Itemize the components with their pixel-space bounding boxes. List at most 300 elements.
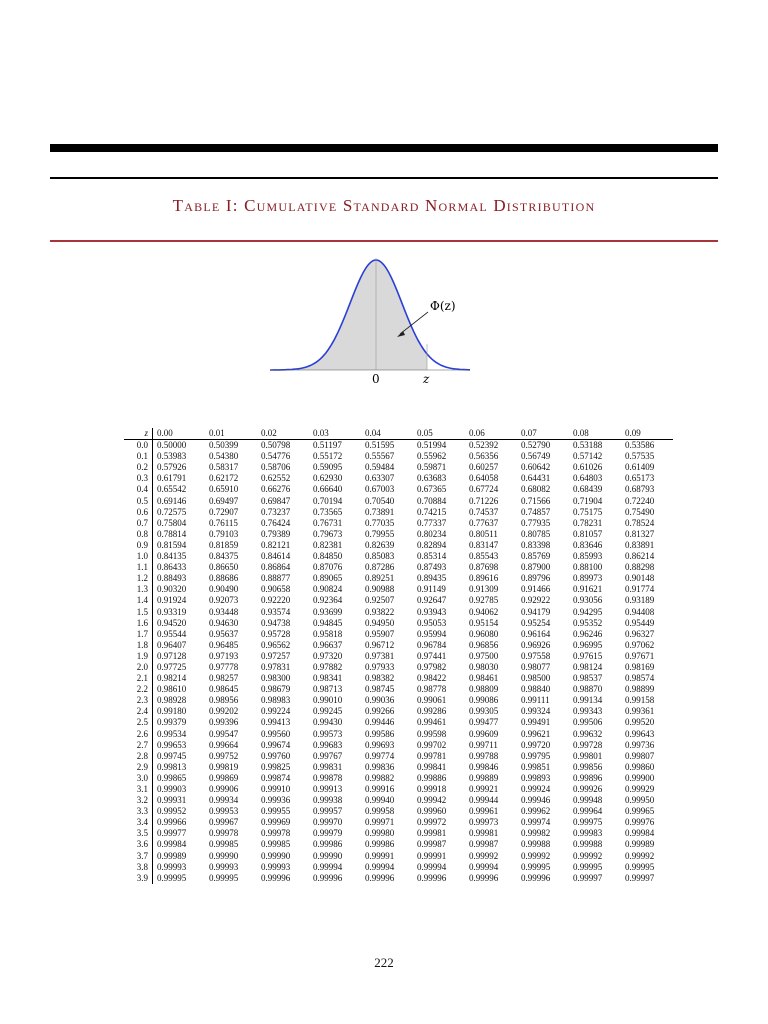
probability-cell: 0.95254 [521,617,551,628]
probability-cell: 0.99952 [157,806,187,817]
probability-cell: 0.98169 [625,661,655,672]
probability-cell: 0.99134 [573,695,603,706]
probability-cell: 0.99586 [365,728,395,739]
table-row [124,573,673,584]
probability-cell: 0.99086 [469,695,499,706]
probability-cell: 0.88493 [157,573,187,584]
probability-cell: 0.99970 [313,817,343,828]
column-header: 0.04 [361,428,413,440]
probability-cell: 0.99036 [365,695,395,706]
probability-cell: 0.99916 [365,784,395,794]
column-header: 0.01 [205,428,257,440]
probability-cell: 0.98124 [573,661,603,672]
probability-cell: 0.99978 [261,828,291,839]
probability-cell: 0.74857 [521,506,551,517]
table-title: Table I: Cumulative Standard Normal Distribution [172,196,596,215]
probability-cell: 0.99962 [521,806,551,817]
probability-cell: 0.93056 [573,595,603,606]
probability-cell: 0.90658 [261,584,291,595]
probability-cell: 0.69847 [261,495,291,506]
probability-cell: 0.84135 [157,551,187,562]
probability-cell: 0.68793 [625,484,655,495]
probability-cell: 0.54380 [209,451,239,462]
probability-cell: 0.99819 [209,761,239,772]
probability-cell: 0.68082 [521,484,551,495]
z-table [124,428,673,884]
probability-cell: 0.99995 [573,861,603,872]
probability-cell: 0.87493 [417,562,447,573]
probability-cell: 0.98610 [157,684,187,695]
probability-cell: 0.97933 [365,661,395,672]
probability-cell: 0.99573 [313,728,343,739]
column-header: 0.06 [465,428,517,440]
probability-cell: 0.99973 [469,817,499,828]
probability-cell: 0.99882 [365,772,395,783]
probability-cell: 0.90320 [157,584,187,595]
z-value-cell: 1.3 [124,584,153,595]
probability-cell: 0.97615 [573,650,603,661]
probability-cell: 0.99061 [417,695,447,706]
probability-cell: 0.99986 [365,839,395,850]
probability-cell: 0.99993 [157,861,187,872]
probability-cell: 0.82121 [261,539,291,550]
probability-cell: 0.98778 [417,684,447,695]
probability-cell: 0.98809 [469,684,499,695]
probability-cell: 0.99967 [209,817,239,828]
probability-cell: 0.84375 [209,551,239,562]
probability-cell: 0.99987 [417,839,447,850]
probability-cell: 0.99929 [625,784,655,794]
probability-cell: 0.75804 [157,517,187,528]
probability-cell: 0.99985 [261,839,291,850]
probability-cell: 0.92922 [521,595,551,606]
probability-cell: 0.76115 [209,517,238,528]
probability-cell: 0.97128 [157,650,187,661]
probability-cell: 0.99869 [209,772,239,783]
probability-cell: 0.98840 [521,684,551,695]
z-value-cell: 1.4 [124,595,153,606]
probability-cell: 0.55962 [417,451,447,462]
probability-cell: 0.98422 [417,673,447,684]
probability-cell: 0.78524 [625,517,655,528]
probability-cell: 0.91466 [521,584,551,595]
probability-cell: 0.98713 [313,684,343,695]
table-row [124,662,673,673]
probability-cell: 0.99996 [469,872,499,883]
probability-cell: 0.98461 [469,673,499,684]
probability-cell: 0.99865 [157,772,187,783]
probability-cell: 0.99976 [625,817,655,828]
probability-cell: 0.95728 [261,628,291,639]
probability-cell: 0.89251 [365,573,395,584]
z-value-cell: 3.6 [124,839,153,850]
probability-cell: 0.98928 [157,695,187,706]
probability-cell: 0.62552 [261,473,291,484]
table-row [124,862,673,873]
table-row [124,795,673,806]
probability-cell: 0.99989 [625,839,655,850]
probability-cell: 0.92785 [469,595,499,606]
probability-cell: 0.98500 [521,673,551,684]
table-row [124,773,673,784]
probability-cell: 0.67365 [417,484,447,495]
probability-cell: 0.90824 [313,584,343,595]
table-row [124,740,673,751]
probability-cell: 0.99158 [625,695,655,706]
probability-cell: 0.80511 [469,528,498,539]
probability-cell: 0.99940 [365,795,395,806]
table-row [124,839,673,850]
probability-cell: 0.99111 [521,695,550,706]
probability-cell: 0.96784 [417,639,447,650]
probability-cell: 0.93448 [209,606,239,617]
probability-cell: 0.97062 [625,639,655,650]
probability-cell: 0.87698 [469,562,499,573]
probability-cell: 0.92220 [261,595,291,606]
probability-cell: 0.61791 [157,473,187,484]
table-row [124,507,673,518]
probability-cell: 0.99788 [469,750,499,761]
probability-cell: 0.89796 [521,573,551,584]
probability-cell: 0.99971 [365,817,395,828]
probability-cell: 0.99966 [157,817,187,828]
column-header: 0.07 [517,428,569,440]
probability-cell: 0.97441 [417,650,447,661]
probability-cell: 0.94738 [261,617,291,628]
probability-cell: 0.99878 [313,772,343,783]
probability-cell: 0.81327 [625,528,655,539]
probability-cell: 0.65910 [209,484,239,495]
probability-cell: 0.85769 [521,551,551,562]
probability-cell: 0.82894 [417,539,447,550]
z-value-cell: 3.1 [124,784,153,795]
table-header-row [124,428,673,440]
probability-cell: 0.99992 [625,850,655,861]
table-row [124,440,673,452]
probability-cell: 0.98537 [573,673,603,684]
probability-cell: 0.99266 [365,706,395,717]
probability-cell: 0.99632 [573,728,603,739]
probability-cell: 0.89973 [573,573,603,584]
shaded-area [270,260,427,370]
probability-cell: 0.59871 [417,462,447,473]
probability-cell: 0.99924 [521,784,551,794]
probability-cell: 0.95352 [573,617,603,628]
probability-cell: 0.99728 [573,739,603,750]
probability-cell: 0.99446 [365,717,395,728]
probability-cell: 0.70540 [365,495,395,506]
probability-cell: 0.99934 [209,795,239,806]
table-row [124,518,673,529]
probability-cell: 0.57926 [157,462,187,473]
probability-cell: 0.72240 [625,495,655,506]
table-row [124,784,673,795]
probability-cell: 0.98870 [573,684,603,695]
probability-cell: 0.99987 [469,839,499,850]
table-row [124,496,673,507]
probability-cell: 0.64431 [521,473,551,484]
probability-cell: 0.99990 [261,850,291,861]
probability-cell: 0.56356 [469,451,499,462]
probability-cell: 0.88686 [209,573,239,584]
probability-cell: 0.66640 [313,484,343,495]
probability-cell: 0.50399 [209,440,239,451]
probability-cell: 0.98300 [261,673,291,684]
probability-cell: 0.93943 [417,606,447,617]
probability-cell: 0.65542 [157,484,187,495]
probability-cell: 0.99774 [365,750,395,761]
probability-cell: 0.99807 [625,750,655,761]
table-row [124,651,673,662]
probability-cell: 0.99683 [313,739,343,750]
probability-cell: 0.99886 [417,772,447,783]
probability-cell: 0.99910 [261,784,291,794]
probability-cell: 0.68439 [573,484,603,495]
zero-label: 0 [372,372,380,386]
probability-cell: 0.99958 [365,806,395,817]
z-value-cell: 2.1 [124,673,153,684]
probability-cell: 0.99918 [417,784,447,794]
probability-cell: 0.99202 [209,706,239,717]
probability-cell: 0.93822 [365,606,395,617]
z-value-cell: 1.8 [124,640,153,651]
probability-cell: 0.99975 [573,817,603,828]
probability-cell: 0.97831 [261,661,291,672]
z-column-header: z [124,428,153,440]
probability-cell: 0.98030 [469,661,499,672]
probability-cell: 0.99856 [573,761,603,772]
probability-cell: 0.87900 [521,562,551,573]
probability-cell: 0.64803 [573,473,603,484]
probability-cell: 0.98745 [365,684,395,695]
z-value-cell: 2.6 [124,729,153,740]
probability-cell: 0.61409 [625,462,655,473]
table-row [124,673,673,684]
probability-cell: 0.95907 [365,628,395,639]
table-row [124,851,673,862]
probability-cell: 0.88877 [261,573,291,584]
probability-cell: 0.99801 [573,750,603,761]
probability-cell: 0.91149 [417,584,446,595]
probability-cell: 0.55567 [365,451,395,462]
probability-cell: 0.99846 [469,761,499,772]
probability-cell: 0.99831 [313,761,343,772]
probability-cell: 0.99896 [573,772,603,783]
probability-cell: 0.99996 [261,872,291,883]
probability-cell: 0.98679 [261,684,291,695]
probability-cell: 0.84850 [313,551,343,562]
probability-cell: 0.98574 [625,673,655,684]
probability-cell: 0.99906 [209,784,239,794]
probability-cell: 0.87076 [313,562,343,573]
probability-cell: 0.99286 [417,706,447,717]
probability-cell: 0.99893 [521,772,551,783]
probability-cell: 0.81594 [157,539,187,550]
probability-cell: 0.95154 [469,617,499,628]
z-value-cell: 1.5 [124,607,153,618]
probability-cell: 0.52392 [469,440,499,451]
probability-cell: 0.98956 [209,695,239,706]
probability-cell: 0.51994 [417,440,447,451]
probability-cell: 0.72575 [157,506,187,517]
probability-cell: 0.51197 [313,440,342,451]
table-row [124,717,673,728]
probability-cell: 0.98382 [365,673,395,684]
probability-cell: 0.99598 [417,728,447,739]
probability-cell: 0.99994 [469,861,499,872]
probability-cell: 0.99245 [313,706,343,717]
probability-cell: 0.96856 [469,639,499,650]
page-number: 222 [374,955,394,970]
probability-cell: 0.99992 [573,850,603,861]
z-value-cell: 0.5 [124,496,153,507]
probability-cell: 0.70194 [313,495,343,506]
probability-cell: 0.93189 [625,595,655,606]
probability-cell: 0.58317 [209,462,239,473]
table-row [124,607,673,618]
top-thick-rule [50,144,718,152]
probability-cell: 0.93574 [261,606,291,617]
z-value-cell: 3.7 [124,851,153,862]
probability-cell: 0.99997 [573,872,603,883]
probability-cell: 0.73565 [313,506,343,517]
probability-cell: 0.72907 [209,506,239,517]
top-thin-rule [50,177,718,179]
probability-cell: 0.99960 [417,806,447,817]
probability-cell: 0.83891 [625,539,655,550]
probability-cell: 0.75175 [573,506,603,517]
probability-cell: 0.99560 [261,728,291,739]
column-header: 0.05 [413,428,465,440]
z-value-cell: 2.5 [124,717,153,728]
probability-cell: 0.79955 [365,528,395,539]
column-header: 0.02 [257,428,309,440]
probability-cell: 0.99609 [469,728,499,739]
probability-cell: 0.86214 [625,551,655,562]
probability-cell: 0.99430 [313,717,343,728]
probability-cell: 0.99974 [521,817,551,828]
probability-cell: 0.53188 [573,440,603,451]
probability-cell: 0.69146 [157,495,187,506]
probability-cell: 0.76731 [313,517,343,528]
probability-cell: 0.90490 [209,584,239,595]
probability-cell: 0.99767 [313,750,343,761]
probability-cell: 0.53983 [157,451,187,462]
column-header: 0.08 [569,428,621,440]
probability-cell: 0.99991 [365,850,395,861]
probability-cell: 0.99224 [261,706,291,717]
probability-cell: 0.99643 [625,728,655,739]
table-row [124,762,673,773]
probability-cell: 0.99921 [469,784,499,794]
probability-cell: 0.91774 [625,584,655,595]
probability-cell: 0.99953 [209,806,239,817]
probability-cell: 0.99964 [573,806,603,817]
probability-cell: 0.99993 [261,861,291,872]
probability-cell: 0.99913 [313,784,343,794]
probability-cell: 0.99413 [261,717,291,728]
probability-cell: 0.67003 [365,484,395,495]
probability-cell: 0.99991 [417,850,447,861]
probability-cell: 0.99994 [365,861,395,872]
z-value-cell: 0.2 [124,462,153,473]
probability-cell: 0.96712 [365,639,395,650]
z-value-cell: 0.6 [124,507,153,518]
probability-cell: 0.56749 [521,451,551,462]
probability-cell: 0.75490 [625,506,655,517]
probability-cell: 0.99547 [209,728,239,739]
table-row [124,595,673,606]
probability-cell: 0.86864 [261,562,291,573]
probability-cell: 0.97500 [469,650,499,661]
probability-cell: 0.99477 [469,717,499,728]
probability-cell: 0.97558 [521,650,551,661]
probability-cell: 0.94295 [573,606,603,617]
probability-cell: 0.59484 [365,462,395,473]
probability-cell: 0.71904 [573,495,603,506]
probability-cell: 0.99752 [209,750,239,761]
table-row [124,684,673,695]
probability-cell: 0.99995 [521,861,551,872]
probability-cell: 0.99841 [417,761,447,772]
column-header: 0.03 [309,428,361,440]
probability-cell: 0.92647 [417,595,447,606]
probability-cell: 0.99180 [157,706,187,717]
table-body [124,440,673,884]
z-value-cell: 3.2 [124,795,153,806]
probability-cell: 0.85543 [469,551,499,562]
probability-cell: 0.92073 [209,595,239,606]
probability-cell: 0.99745 [157,750,187,761]
probability-cell: 0.95449 [625,617,655,628]
probability-cell: 0.97193 [209,650,239,661]
probability-cell: 0.97381 [365,650,395,661]
table-row [124,706,673,717]
probability-cell: 0.96327 [625,628,655,639]
probability-cell: 0.96485 [209,639,239,650]
probability-cell: 0.99900 [625,772,655,783]
probability-cell: 0.55172 [313,451,343,462]
z-value-cell: 2.2 [124,684,153,695]
probability-cell: 0.99674 [261,739,291,750]
probability-cell: 0.99506 [573,717,603,728]
probability-cell: 0.71566 [521,495,551,506]
normal-curve-figure [270,252,500,392]
probability-cell: 0.62172 [209,473,239,484]
probability-cell: 0.96562 [261,639,291,650]
probability-cell: 0.99813 [157,761,187,772]
z-value-cell: 3.5 [124,828,153,839]
probability-cell: 0.89065 [313,573,343,584]
probability-cell: 0.99903 [157,784,187,794]
probability-cell: 0.94062 [469,606,499,617]
probability-cell: 0.97257 [261,650,291,661]
table-row [124,562,673,573]
probability-cell: 0.99996 [417,872,447,883]
probability-cell: 0.94408 [625,606,655,617]
probability-cell: 0.60642 [521,462,551,473]
table-row [124,640,673,651]
probability-cell: 0.99711 [469,739,498,750]
probability-cell: 0.97778 [209,661,239,672]
probability-cell: 0.98983 [261,695,291,706]
probability-cell: 0.91621 [573,584,603,595]
probability-cell: 0.99010 [313,695,343,706]
probability-cell: 0.58706 [261,462,291,473]
probability-cell: 0.80785 [521,528,551,539]
probability-cell: 0.91924 [157,595,187,606]
probability-cell: 0.93319 [157,606,187,617]
